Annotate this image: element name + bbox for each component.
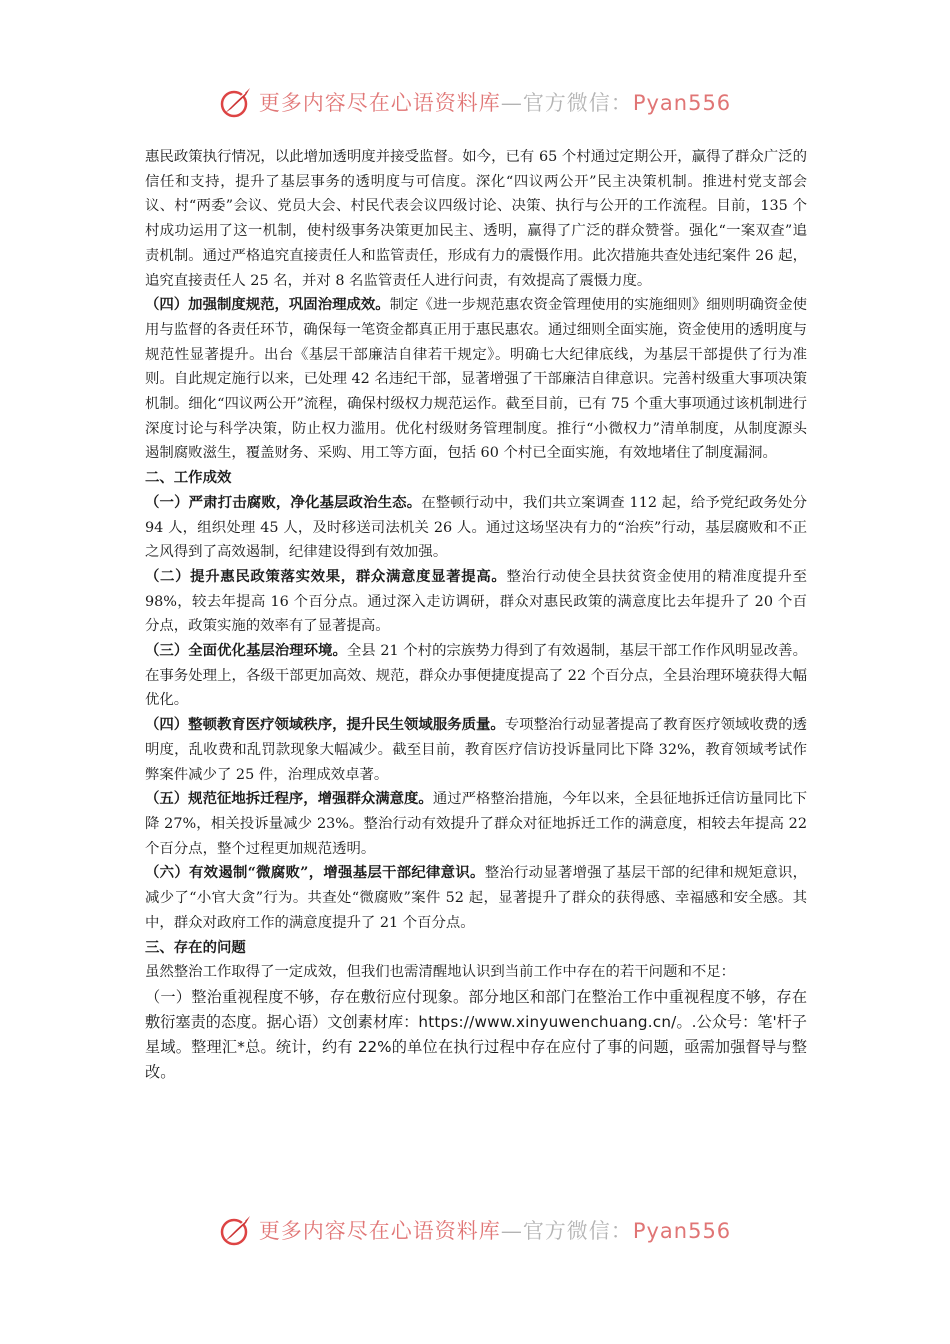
paragraph: （四）整顿教育医疗领域秩序，提升民生领域服务质量。专项整治行动显著提高了教育医疗领域收费的透明度，乱收费和乱罚款现象大幅减少。截至目前，教育医疗信访投诉量同比下降 32%，教育领域考试作弊案件减少了 25 件，治理成效卓著。: [145, 716, 807, 783]
section-subheading: （六）有效遏制“微腐败”，增强基层干部纪律意识。: [145, 864, 485, 882]
section-subheading: （四）整顿教育医疗领域秩序，提升民生领域服务质量。: [145, 716, 505, 734]
paragraph: （三）全面优化基层治理环境。全县 21 个村的宗族势力得到了有效遏制，基层干部工作作风明显改善。在事务处理上，各级干部更加高效、规范，群众办事便捷度提高了 22 个百分点，全县治理环境获得大幅优化。: [145, 642, 807, 709]
paragraph: （六）有效遏制“微腐败”，增强基层干部纪律意识。整治行动显著增强了基层干部的纪律和规矩意识，减少了“小官大贪”行为。共查处“微腐败”案件 52 起，显著提升了群众的获得感、幸福感和安全感。其中，群众对政府工作的满意度提升了 21 个百分点。: [145, 864, 807, 931]
paragraph: （四）加强制度规范，巩固治理成效。制定《进一步规范惠农资金管理使用的实施细则》细则明确资金使用与监督的各责任环节，确保每一笔资金都真正用于惠民惠农。通过细则全面实施，资金使用的透明度与规范性显著提升。出台《基层干部廉洁自律若干规定》。明确七大纪律底线，为基层干部提供了行为准则。自此规定施行以来，已处理 42 名违纪干部，显著增强了干部廉洁自律意识。完善村级重大事项决策机制。细化“四议两公开”流程，确保村级权力规范运作。截至目前，已有 75 个重大事项通过该机制进行深度讨论与科学决策，防止权力滥用。优化村级财务管理制度。推行“小微权力”清单制度，从制度源头遏制腐败滋生，覆盖财务、采购、用工等方面，包括 60 个村已全面实施，有效地堵住了制度漏洞。: [145, 296, 807, 462]
section-subheading: （一）严肃打击腐败，净化基层政治生态。: [145, 493, 422, 511]
section-subheading: （四）加强制度规范，巩固治理成效。: [145, 296, 390, 314]
paragraph: 惠民政策执行情况，以此增加透明度并接受监督。如今，已有 65 个村通过定期公开，赢得了群众广泛的信任和支持，提升了基层事务的透明度与可信度。深化“四议两公开”民主决策机制。推进村党支部会议、村“两委”会议、党员大会、村民代表会议四级讨论、决策、执行与公开的工作流程。目前，135 个村成功运用了这一机制，使村级事务决策更加民主、透明，赢得了广泛的群众赞誉。强化“一案双查”追责机制。通过严格追究直接责任人和监管责任，形成有力的震慑作用。此次措施共查处违纪案件 26 起，追究直接责任人 25 名，并对 8 名监管责任人进行问责，有效提高了震慑力度。: [145, 149, 807, 289]
section-subheading: （五）规范征地拆迁程序，增强群众满意度。: [145, 790, 433, 808]
section-heading: 三、存在的问题: [145, 938, 246, 956]
paragraph: （一）整治重视程度不够，存在敷衍应付现象。部分地区和部门在整治工作中重视程度不够，存在敷衍塞责的态度。据心语）文创素材库：https://www.xinyuwenchuang.cn/。.公众号：笔'杆子星域。整理汇*总。统计，约有 22%的单位在执行过程中存在应付了事的问题，亟需加强督导与整改。: [145, 987, 807, 1081]
header-watermark-banner: [0, 82, 950, 122]
paragraph: （五）规范征地拆迁程序，增强群众满意度。通过严格整治措施，今年以来，全县征地拆迁信访量同比下降 27%，相关投诉量减少 23%。整治行动有效提升了群众对征地拆迁工作的满意度，相较去年提高 22 个百分点，整个过程更加规范透明。: [145, 790, 807, 857]
banner-text: 更多内容尽在心语资料库—官方微信：Pyan556: [258, 91, 732, 115]
section-subheading: （三）全面优化基层治理环境。: [145, 642, 347, 660]
banner-text: 更多内容尽在心语资料库—官方微信：Pyan556: [258, 1219, 732, 1243]
section-subheading: （二）提升惠民政策落实效果，群众满意度显著提高。: [145, 567, 507, 585]
quill-logo-icon: [219, 85, 253, 119]
document-body: [145, 145, 807, 1085]
section-heading: 二、工作成效: [145, 469, 232, 487]
paragraph: 虽然整治工作取得了一定成效，但我们也需清醒地认识到当前工作中存在的若干问题和不足：: [145, 964, 736, 981]
paragraph: （一）严肃打击腐败，净化基层政治生态。在整顿行动中，我们共立案调查 112 起，给予党纪政务处分 94 人，组织处理 45 人，及时移送司法机关 26 人。通过这场坚决有力的“治疾”行动，基层腐败和不正之风得到了高效遏制，纪律建设得到有效加强。: [145, 493, 807, 561]
paragraph: （二）提升惠民政策落实效果，群众满意度显著提高。整治行动使全县扶贫资金使用的精准度提升至 98%，较去年提高 16 个百分点。通过深入走访调研，群众对惠民政策的满意度比去年提升了 20 个百分点，政策实施的效率有了显著提高。: [145, 567, 807, 635]
quill-logo-icon: [219, 1213, 253, 1247]
source-url: https://www.xinyuwenchuang.cn/: [418, 1012, 677, 1031]
footer-watermark-banner: [0, 1210, 950, 1250]
